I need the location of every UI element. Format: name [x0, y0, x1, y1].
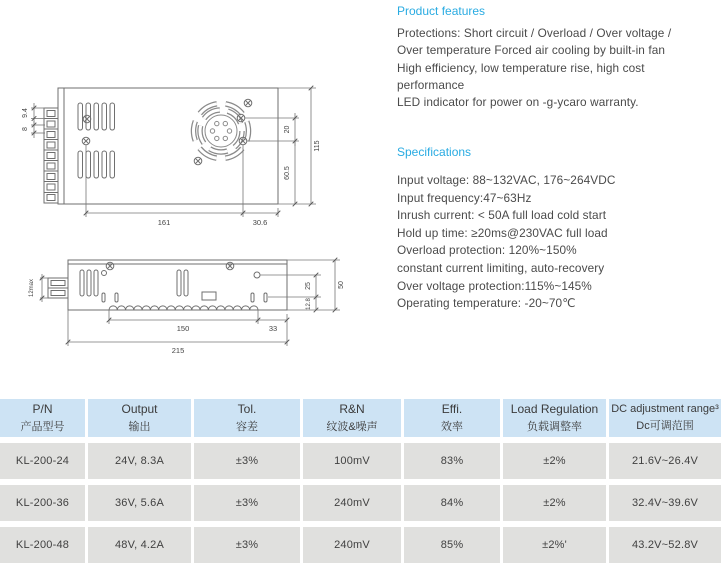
header-zh: 产品型号	[20, 421, 65, 433]
table-cell-tolerance: ±3%	[194, 443, 300, 479]
table-cell-model: KL-200-48	[0, 527, 85, 563]
table-cell-ripple: 240mV	[303, 485, 401, 521]
header-en: R&N	[339, 402, 365, 416]
table-cell-output: 48V, 4.2A	[88, 527, 191, 563]
spec-line: constant current limiting, auto-recovery	[397, 260, 605, 275]
table-cell-efficiency: 85%	[404, 527, 500, 563]
fan-grille	[194, 104, 249, 159]
header-en: Output	[121, 402, 158, 416]
table-cell-efficiency: 83%	[404, 443, 500, 479]
dim-label-terminal-pitch: 9.4	[22, 108, 29, 118]
dim-label-fan-screw-to-edge: 30.6	[252, 218, 268, 227]
header-en: P/N	[32, 402, 53, 416]
header-zh: 输出	[128, 421, 151, 433]
table-cell-load-regulation: ±2%	[503, 485, 606, 521]
dim-label-body-height: 50	[338, 281, 345, 289]
header-cell-ripple-noise	[303, 399, 401, 437]
header-cell-pn	[0, 399, 85, 437]
table-cell-dc-range: 43.2V~52.8V	[609, 527, 721, 563]
header-cell-load-regulation	[503, 399, 606, 437]
spec-line: Input frequency:47~63Hz	[397, 190, 532, 205]
header-zh: 负载调整率	[527, 421, 582, 433]
vent-slots	[78, 103, 115, 178]
table-cell-tolerance: ±3%	[194, 485, 300, 521]
dim-label-body-width: 115	[314, 140, 321, 152]
spec-line: Inrush current: < 50A full load cold start	[397, 208, 607, 223]
dim-label-lower-height: 12.8	[306, 298, 312, 310]
table-cell-model: KL-200-36	[0, 485, 85, 521]
dimension-ticks	[32, 86, 314, 216]
features-heading: Product features	[397, 4, 486, 18]
feature-line: Protections: Short circuit / Overload / Over voltage /	[397, 26, 672, 40]
table-cell-output: 24V, 8.3A	[88, 443, 191, 479]
feature-line: performance	[397, 77, 465, 92]
spec-line: Overload protection: 120%~150%	[397, 243, 577, 258]
header-en: DC adjustment range³	[611, 403, 719, 415]
case-details	[80, 270, 267, 310]
table-cell-load-regulation: ±2%	[503, 443, 606, 479]
terminal-block	[44, 108, 58, 203]
header-cell-efficiency	[404, 399, 500, 437]
product-features-section	[397, 4, 719, 111]
spec-line: Over voltage protection:115%~145%	[397, 278, 592, 293]
feature-line: High efficiency, low temperature rise, high cost	[397, 60, 645, 75]
header-en: Load Regulation	[510, 402, 599, 416]
dim-label-screw-span: 161	[157, 218, 171, 227]
specifications-section	[397, 145, 719, 313]
model-spec-table	[0, 399, 721, 563]
table-cell-efficiency: 84%	[404, 485, 500, 521]
mounting-screws	[82, 99, 252, 165]
dim-label-slot-span: 150	[176, 324, 190, 333]
dim-label-fan-screw-to-bottom: 60.5	[284, 166, 291, 180]
feature-line: Over temperature Forced air cooling by built-in fan	[397, 43, 666, 58]
header-zh: 容差	[236, 421, 258, 433]
dim-label-upper-height: 25	[305, 282, 312, 290]
table-cell-load-regulation: ±2%'	[503, 527, 606, 563]
table-cell-tolerance: ±3%	[194, 527, 300, 563]
table-cell-ripple: 240mV	[303, 527, 401, 563]
side-view-drawing	[18, 240, 363, 362]
header-en: Tol.	[237, 402, 257, 416]
dim-label-edge-span: 33	[268, 324, 278, 333]
header-cell-tolerance	[194, 399, 300, 437]
table-cell-dc-range: 21.6V~26.4V	[609, 443, 721, 479]
dim-label-fan-screw-spacing: 20	[284, 125, 291, 134]
mounting-screws	[106, 262, 234, 270]
header-zh: 纹波&噪声	[326, 421, 378, 433]
table-cell-output: 36V, 5.6A	[88, 485, 191, 521]
table-cell-dc-range: 32.4V~39.6V	[609, 485, 721, 521]
top-view-drawing	[18, 80, 353, 238]
table-cell-ripple: 100mV	[303, 443, 401, 479]
specifications-heading: Specifications	[397, 145, 472, 159]
header-zh: Dc可调范围	[636, 420, 694, 432]
dimension-lines	[31, 88, 316, 217]
dim-label-body-length: 215	[171, 346, 185, 355]
header-cell-output	[88, 399, 191, 437]
dim-label-terminal-depth: 12max	[29, 278, 35, 298]
spec-line: Input voltage: 88~132VAC, 176~264VDC	[397, 173, 616, 187]
terminal-block	[48, 278, 68, 298]
din-rail-scallops	[109, 306, 258, 310]
header-en: Effi.	[441, 402, 463, 416]
dimension-lines	[40, 260, 340, 346]
spec-line: Operating temperature: -20~70℃	[397, 296, 576, 311]
spec-line: Hold up time: ≥20ms@230VAC full load	[397, 225, 608, 240]
feature-line: LED indicator for power on -g-ycaro warranty.	[397, 95, 639, 110]
header-cell-dc-adjustment	[609, 399, 721, 437]
header-zh: 效率	[441, 421, 463, 433]
table-cell-model: KL-200-24	[0, 443, 85, 479]
dim-label-terminal-width: 8	[22, 127, 29, 131]
